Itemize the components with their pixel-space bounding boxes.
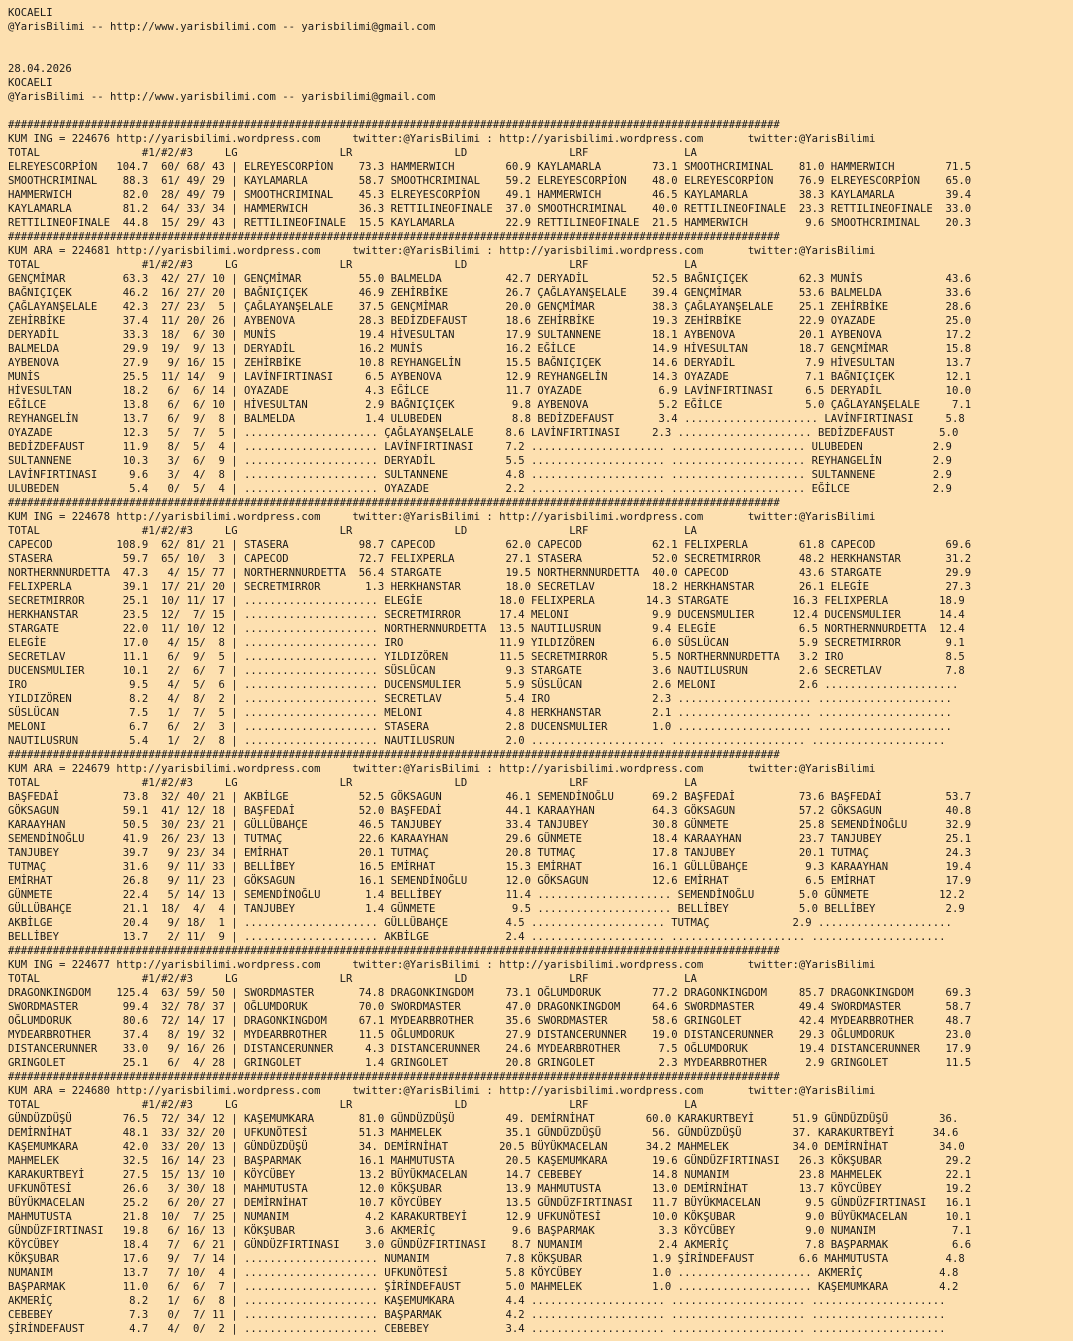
report-line: @YarisBilimi -- http://www.yarisbilimi.com -- yarisbilimi@gmail.com bbox=[8, 91, 436, 103]
table-row: HİVESULTAN 18.2 6/ 6/ 14 | OYAZADE 4.3 EĞİLCE 11.7 OYAZADE 6.9 LAVİNFIRTINASI 6.5 DERYADİL 10.0 bbox=[8, 385, 972, 397]
table-row: GÜNMETE 22.4 5/ 14/ 13 | SEMENDİNOĞLU 1.4 BELLİBEY 11.4 ..................... SEMENDİNOĞLU 5.0 GÜNMETE 12.2 bbox=[8, 889, 965, 901]
table-row: KARAKURTBEYİ 27.5 15/ 13/ 10 | KÖYCÜBEY 13.2 BÜYÜKMACELAN 14.7 CEBEBEY 14.8 NUMANIM 23.8 MAHMELEK 22.1 bbox=[8, 1169, 972, 1181]
table-row: SECRETMIRROR 25.1 10/ 11/ 17 | ..................... ELEGİE 18.0 FELIXPERLA 14.3 STARGATE 16.3 FELIXPERLA 18.9 bbox=[8, 595, 965, 607]
table-row: HERKHANSTAR 23.5 12/ 7/ 15 | ..................... SECRETMIRROR 17.4 MELONI 9.9 DUCENSMULIER 12.4 DUCENSMULIER 14.4 bbox=[8, 609, 965, 621]
table-row: STARGATE 22.0 11/ 10/ 12 | ..................... NORTHERNNURDETTA 13.5 NAUTILUSRUN 9.4 ELEGİE 6.5 NORTHERNNURDETTA 12.4 bbox=[8, 623, 965, 635]
table-row: SÜSLÜCAN 7.5 1/ 7/ 5 | ..................... MELONI 4.8 HERKHANSTAR 2.1 ..................... ..................... bbox=[8, 707, 952, 719]
table-row: NORTHERNNURDETTA 47.3 4/ 15/ 77 | NORTHERNNURDETTA 56.4 STARGATE 19.5 NORTHERNNURDETTA 40.0 CAPECOD 43.6 STARGATE 29.9 bbox=[8, 567, 972, 579]
table-row: NUMANIM 13.7 7/ 10/ 4 | ..................... UFKUNÖTESİ 5.8 KÖYCÜBEY 1.0 ..................... AKMERİÇ 4.8 bbox=[8, 1267, 959, 1279]
table-row: REYHANGELİN 13.7 6/ 9/ 8 | BALMELDA 1.4 ULUBEDEN 8.8 BEDİZDEFAUST 3.4 ..................... LAVİNFIRTINASI 5.8 bbox=[8, 413, 965, 425]
column-header: TOTAL #1/#2/#3 LG LR LD LRF LA bbox=[8, 259, 697, 271]
report-line: KOCAELI bbox=[8, 7, 53, 19]
table-row: SMOOTHCRIMINAL 88.3 61/ 49/ 29 | KAYLAMARLA 58.7 SMOOTHCRIMINAL 59.2 ELREYESCORPİON 48.0 ELREYESCORPİON 76.9 ELREYESCORPİON 65.0 bbox=[8, 175, 972, 187]
table-row: SWORDMASTER 99.4 32/ 78/ 37 | OĞLUMDORUK 70.0 SWORDMASTER 47.0 DRAGONKINGDOM 64.6 SWORDMASTER 49.4 SWORDMASTER 58.7 bbox=[8, 1001, 972, 1013]
table-row: KARAAYHAN 50.5 30/ 23/ 21 | GÜLLÜBAHÇE 46.5 TANJUBEY 33.4 TANJUBEY 30.8 GÜNMETE 25.8 SEMENDİNOĞLU 32.9 bbox=[8, 819, 972, 831]
race-header: KUM ING = 224677 http://yarisbilimi.wordpress.com twitter:@YarisBilimi : http://yarisbilimi.wordpress.com twitter:@YarisBilimi bbox=[8, 959, 876, 971]
table-row: SEMENDİNOĞLU 41.9 26/ 23/ 13 | TUTMAÇ 22.6 KARAAYHAN 29.6 GÜNMETE 18.4 KARAAYHAN 23.7 TANJUBEY 25.1 bbox=[8, 833, 972, 845]
table-row: IRO 9.5 4/ 5/ 6 | ..................... DUCENSMULIER 5.9 SÜSLÜCAN 2.6 MELONI 2.6 ..................... bbox=[8, 679, 959, 691]
table-row: TUTMAÇ 31.6 9/ 11/ 33 | BELLİBEY 16.5 EMİRHAT 15.3 EMİRHAT 16.1 GÜLLÜBAHÇE 9.3 KARAAYHAN 19.4 bbox=[8, 861, 972, 873]
table-row: ELEGİE 17.0 4/ 15/ 8 | ..................... IRO 11.9 YILDIZÖREN 6.0 SÜSLÜCAN 5.9 SECRETMIRROR 9.1 bbox=[8, 637, 965, 649]
table-row: CEBEBEY 7.3 0/ 7/ 11 | ..................... BAŞPARMAK 4.2 ..................... ..................... ..................... bbox=[8, 1309, 946, 1321]
table-row: ELREYESCORPİON 104.7 60/ 68/ 43 | ELREYESCORPİON 73.3 HAMMERWICH 60.9 KAYLAMARLA 73.1 SMOOTHCRIMINAL 81.0 HAMMERWICH 71.5 bbox=[8, 161, 972, 173]
table-row: GENÇMİMAR 63.3 42/ 27/ 10 | GENÇMİMAR 55.0 BALMELDA 42.7 DERYADİL 52.5 BAĞNIÇIÇEK 62.3 MUNİS 43.6 bbox=[8, 273, 972, 285]
table-row: DUCENSMULIER 10.1 2/ 6/ 7 | ..................... SÜSLÜCAN 9.3 STARGATE 3.6 NAUTILUSRUN 2.6 SECRETLAV 7.8 bbox=[8, 665, 965, 677]
section-divider: ######################################################################################################################### bbox=[8, 497, 780, 509]
table-row: LAVİNFIRTINASI 9.6 3/ 4/ 8 | ..................... SULTANNENE 4.8 ..................... ..................... SULTANNENE 2.9 bbox=[8, 469, 952, 481]
table-row: MAHMUTUSTA 21.8 10/ 7/ 25 | NUMANIM 4.2 KARAKURTBEYİ 12.9 UFKUNÖTESİ 10.0 KÖKŞUBAR 9.0 BÜYÜKMACELAN 10.1 bbox=[8, 1211, 972, 1223]
table-row: BAŞFEDAİ 73.8 32/ 40/ 21 | AKBİLGE 52.5 GÖKSAGUN 46.1 SEMENDİNOĞLU 69.2 BAŞFEDAİ 73.6 BAŞFEDAİ 53.7 bbox=[8, 791, 972, 803]
table-row: AKMERİÇ 8.2 1/ 6/ 8 | ..................... KAŞEMUMKARA 4.4 ..................... ..................... ..................... bbox=[8, 1295, 946, 1307]
table-row: STASERA 59.7 65/ 10/ 3 | CAPECOD 72.7 FELIXPERLA 27.1 STASERA 52.0 SECRETMIRROR 48.2 HERKHANSTAR 31.2 bbox=[8, 553, 972, 565]
race-header: KUM ING = 224676 http://yarisbilimi.wordpress.com twitter:@YarisBilimi : http://yarisbilimi.wordpress.com twitter:@YarisBilimi bbox=[8, 133, 876, 145]
table-row: OĞLUMDORUK 80.6 72/ 14/ 17 | DRAGONKINGDOM 67.1 MYDEARBROTHER 35.6 SWORDMASTER 58.6 GRINGOLET 42.4 MYDEARBROTHER 48.7 bbox=[8, 1015, 972, 1027]
table-row: MAHMELEK 32.5 16/ 14/ 23 | BAŞPARMAK 16.1 MAHMUTUSTA 20.5 KAŞEMUMKARA 19.6 GÜNDÜZFIRTINASI 26.3 KÖKŞUBAR 29.2 bbox=[8, 1155, 972, 1167]
section-divider: ######################################################################################################################### bbox=[8, 945, 780, 957]
table-row: MELONI 6.7 6/ 2/ 3 | ..................... STASERA 2.8 DUCENSMULIER 1.0 ..................... ..................... bbox=[8, 721, 952, 733]
race-header: KUM ARA = 224679 http://yarisbilimi.wordpress.com twitter:@YarisBilimi : http://yarisbilimi.wordpress.com twitter:@YarisBilimi bbox=[8, 763, 876, 775]
race-header: KUM ARA = 224681 http://yarisbilimi.wordpress.com twitter:@YarisBilimi : http://yarisbilimi.wordpress.com twitter:@YarisBilimi bbox=[8, 245, 876, 257]
table-row: GÜNDÜZFIRTINASI 19.8 6/ 16/ 13 | KÖKŞUBAR 3.6 AKMERİÇ 9.6 BAŞPARMAK 3.3 KÖYCÜBEY 9.0 NUMANIM 7.1 bbox=[8, 1225, 972, 1237]
section-divider: ######################################################################################################################### bbox=[8, 119, 780, 131]
table-row: RETTILINEOFINALE 44.8 15/ 29/ 43 | RETTILINEOFINALE 15.5 KAYLAMARLA 22.9 RETTILINEOFINALE 21.5 HAMMERWICH 9.6 SMOOTHCRIMINAL 20.3 bbox=[8, 217, 972, 229]
table-row: GÜLLÜBAHÇE 21.1 18/ 4/ 4 | TANJUBEY 1.4 GÜNMETE 9.5 ..................... BELLİBEY 5.0 BELLİBEY 2.9 bbox=[8, 903, 965, 915]
table-row: KAŞEMUMKARA 42.0 33/ 20/ 13 | GÜNDÜZDÜŞÜ 34. DEMİRNİHAT 20.5 BÜYÜKMACELAN 34.2 MAHMELEK 34.0 DEMİRNİHAT 34.0 bbox=[8, 1141, 965, 1153]
table-row: SULTANNENE 10.3 3/ 6/ 9 | ..................... DERYADİL 5.5 ..................... ..................... REYHANGELİN 2.9 bbox=[8, 455, 952, 467]
table-row: DRAGONKINGDOM 125.4 63/ 59/ 50 | SWORDMASTER 74.8 DRAGONKINGDOM 73.1 OĞLUMDORUK 77.2 DRAGONKINGDOM 85.7 DRAGONKINGDOM 69.3 bbox=[8, 987, 972, 999]
column-header: TOTAL #1/#2/#3 LG LR LD LRF LA bbox=[8, 777, 697, 789]
table-row: HAMMERWICH 82.0 28/ 49/ 79 | SMOOTHCRIMINAL 45.3 ELREYESCORPİON 49.1 HAMMERWICH 46.5 KAYLAMARLA 38.3 KAYLAMARLA 39.4 bbox=[8, 189, 972, 201]
column-header: TOTAL #1/#2/#3 LG LR LD LRF LA bbox=[8, 973, 697, 985]
section-divider: ######################################################################################################################### bbox=[8, 231, 780, 243]
report-line: @YarisBilimi -- http://www.yarisbilimi.com -- yarisbilimi@gmail.com bbox=[8, 21, 436, 33]
table-row: NAUTILUSRUN 5.4 1/ 2/ 8 | ..................... NAUTILUSRUN 2.0 ..................... ..................... ..................... bbox=[8, 735, 946, 747]
race-header: KUM ARA = 224680 http://yarisbilimi.wordpress.com twitter:@YarisBilimi : http://yarisbilimi.wordpress.com twitter:@YarisBilimi bbox=[8, 1085, 876, 1097]
table-row: SECRETLAV 11.1 6/ 9/ 5 | ..................... YILDIZÖREN 11.5 SECRETMIRROR 5.5 NORTHERNNURDETTA 3.2 IRO 8.5 bbox=[8, 651, 965, 663]
table-row: YILDIZÖREN 8.2 4/ 8/ 2 | ..................... SECRETLAV 5.4 IRO 2.3 ..................... ..................... bbox=[8, 693, 952, 705]
table-row: AYBENOVA 27.9 9/ 16/ 15 | ZEHİRBİKE 10.8 REYHANGELİN 15.5 BAĞNIÇIÇEK 14.6 DERYADİL 7.9 HİVESULTAN 13.7 bbox=[8, 357, 972, 369]
report-line bbox=[8, 104, 1073, 118]
race-header: KUM ING = 224678 http://yarisbilimi.wordpress.com twitter:@YarisBilimi : http://yarisbilimi.wordpress.com twitter:@YarisBilimi bbox=[8, 511, 876, 523]
table-row: KÖYCÜBEY 18.4 7/ 6/ 21 | GÜNDÜZFIRTINASI 3.0 GÜNDÜZFIRTINASI 8.7 NUMANIM 2.4 AKMERİÇ 7.8 BAŞPARMAK 6.6 bbox=[8, 1239, 972, 1251]
table-row: BELLİBEY 13.7 2/ 11/ 9 | ..................... AKBİLGE 2.4 ..................... ..................... ..................... bbox=[8, 931, 946, 943]
table-row: FELIXPERLA 39.1 17/ 21/ 20 | SECRETMIRROR 1.3 HERKHANSTAR 18.0 SECRETLAV 18.2 HERKHANSTAR 26.1 ELEGİE 27.3 bbox=[8, 581, 972, 593]
table-row: GRINGOLET 25.1 6/ 4/ 28 | GRINGOLET 1.4 GRINGOLET 20.8 GRINGOLET 2.3 MYDEARBROTHER 2.9 GRINGOLET 11.5 bbox=[8, 1057, 972, 1069]
table-row: ZEHİRBİKE 37.4 11/ 20/ 26 | AYBENOVA 28.3 BEDİZDEFAUST 18.6 ZEHİRBİKE 19.3 ZEHİRBİKE 22.9 OYAZADE 25.0 bbox=[8, 315, 972, 327]
table-row: BAŞPARMAK 11.0 6/ 6/ 7 | ..................... ŞİRİNDEFAUST 5.0 MAHMELEK 1.0 ..................... KAŞEMUMKARA 4.2 bbox=[8, 1281, 959, 1293]
table-row: ŞİRİNDEFAUST 4.7 4/ 0/ 2 | ..................... CEBEBEY 3.4 ..................... ..................... ..................... bbox=[8, 1323, 946, 1335]
report-line: KOCAELI bbox=[8, 77, 53, 89]
table-row: DEMİRNİHAT 48.1 33/ 32/ 20 | UFKUNÖTESİ 51.3 MAHMELEK 35.1 GÜNDÜZDÜŞÜ 56. GÜNDÜZDÜŞÜ 37. KARAKURTBEYİ 34.6 bbox=[8, 1127, 959, 1139]
table-row: BÜYÜKMACELAN 25.2 6/ 20/ 27 | DEMİRNİHAT 10.7 KÖYCÜBEY 13.5 GÜNDÜZFIRTINASI 11.7 BÜYÜKMACELAN 9.5 GÜNDÜZFIRTINASI 16.1 bbox=[8, 1197, 972, 1209]
report-line bbox=[8, 48, 1073, 62]
section-divider: ######################################################################################################################### bbox=[8, 1071, 780, 1083]
table-row: MUNİS 25.5 11/ 14/ 9 | LAVİNFIRTINASI 6.5 AYBENOVA 12.9 REYHANGELİN 14.3 OYAZADE 7.1 BAĞNIÇIÇEK 12.1 bbox=[8, 371, 972, 383]
table-row: BALMELDA 29.9 19/ 9/ 13 | DERYADİL 16.2 MUNİS 16.2 EĞİLCE 14.9 HİVESULTAN 18.7 GENÇMİMAR 15.8 bbox=[8, 343, 972, 355]
section-divider: ######################################################################################################################### bbox=[8, 749, 780, 761]
table-row: MYDEARBROTHER 37.4 8/ 19/ 32 | MYDEARBROTHER 11.5 OĞLUMDORUK 27.9 DISTANCERUNNER 19.0 DISTANCERUNNER 29.3 OĞLUMDORUK 23.0 bbox=[8, 1029, 972, 1041]
table-row: GÜNDÜZDÜŞÜ 76.5 72/ 34/ 12 | KAŞEMUMKARA 81.0 GÜNDÜZDÜŞÜ 49. DEMİRNİHAT 60.0 KARAKURTBEYİ 51.9 GÜNDÜZDÜŞÜ 36. bbox=[8, 1113, 959, 1125]
table-row: KAYLAMARLA 81.2 64/ 33/ 34 | HAMMERWICH 36.3 RETTILINEOFINALE 37.0 SMOOTHCRIMINAL 40.0 RETTILINEOFINALE 23.3 RETTILINEOFINALE 33.0 bbox=[8, 203, 972, 215]
table-row: KÖKŞUBAR 17.6 9/ 7/ 14 | ..................... NUMANIM 7.8 KÖKŞUBAR 1.9 ŞİRİNDEFAUST 6.6 MAHMUTUSTA 4.8 bbox=[8, 1253, 965, 1265]
table-row: EĞİLCE 13.8 6/ 6/ 10 | HİVESULTAN 2.9 BAĞNIÇIÇEK 9.8 AYBENOVA 5.2 EĞİLCE 5.0 ÇAĞLAYANŞELALE 7.1 bbox=[8, 399, 972, 411]
table-row: BAĞNIÇIÇEK 46.2 16/ 27/ 20 | BAĞNIÇIÇEK 46.9 ZEHİRBİKE 26.7 ÇAĞLAYANŞELALE 39.4 GENÇMİMAR 53.6 BALMELDA 33.6 bbox=[8, 287, 972, 299]
table-row: DERYADİL 33.3 18/ 6/ 30 | MUNİS 19.4 HİVESULTAN 17.9 SULTANNENE 18.1 AYBENOVA 20.1 AYBENOVA 17.2 bbox=[8, 329, 972, 341]
table-row: DISTANCERUNNER 33.0 9/ 16/ 26 | DISTANCERUNNER 4.3 DISTANCERUNNER 24.6 MYDEARBROTHER 7.5 OĞLUMDORUK 19.4 DISTANCERUNNER 17.9 bbox=[8, 1043, 972, 1055]
column-header: TOTAL #1/#2/#3 LG LR LD LRF LA bbox=[8, 1099, 697, 1111]
table-row: EMİRHAT 26.8 9/ 11/ 23 | GÖKSAGUN 16.1 SEMENDİNOĞLU 12.0 GÖKSAGUN 12.6 EMİRHAT 6.5 EMİRHAT 17.9 bbox=[8, 875, 972, 887]
table-row: OYAZADE 12.3 5/ 7/ 5 | ..................... ÇAĞLAYANŞELALE 8.6 LAVİNFIRTINASI 2.3 ..................... BEDİZDEFAUST 5.0 bbox=[8, 427, 959, 439]
table-row: CAPECOD 108.9 62/ 81/ 21 | STASERA 98.7 CAPECOD 62.0 CAPECOD 62.1 FELIXPERLA 61.8 CAPECOD 69.6 bbox=[8, 539, 972, 551]
column-header: TOTAL #1/#2/#3 LG LR LD LRF LA bbox=[8, 147, 697, 159]
table-row: BEDİZDEFAUST 11.9 8/ 5/ 4 | ..................... LAVİNFIRTINASI 7.2 ..................... ..................... ULUBEDEN 2.9 bbox=[8, 441, 952, 453]
table-row: AKBİLGE 20.4 9/ 18/ 1 | ..................... GÜLLÜBAHÇE 4.5 ..................... TUTMAÇ 2.9 ..................... bbox=[8, 917, 952, 929]
report-line bbox=[8, 34, 1073, 48]
report-line: 28.04.2026 bbox=[8, 63, 72, 75]
table-row: TANJUBEY 39.7 9/ 23/ 34 | EMİRHAT 20.1 TUTMAÇ 20.8 TUTMAÇ 17.8 TANJUBEY 20.1 TUTMAÇ 24.3 bbox=[8, 847, 972, 859]
table-row: ÇAĞLAYANŞELALE 42.3 27/ 23/ 5 | ÇAĞLAYANŞELALE 37.5 GENÇMİMAR 20.0 GENÇMİMAR 38.3 ÇAĞLAYANŞELALE 25.1 ZEHİRBİKE 28.6 bbox=[8, 301, 972, 313]
column-header: TOTAL #1/#2/#3 LG LR LD LRF LA bbox=[8, 525, 697, 537]
table-row: GÖKSAGUN 59.1 41/ 12/ 18 | BAŞFEDAİ 52.0 BAŞFEDAİ 44.1 KARAAYHAN 64.3 GÖKSAGUN 57.2 GÖKSAGUN 40.8 bbox=[8, 805, 972, 817]
table-row: UFKUNÖTESİ 26.6 3/ 30/ 18 | MAHMUTUSTA 12.0 KÖKŞUBAR 13.9 MAHMUTUSTA 13.0 DEMİRNİHAT 13.7 KÖYCÜBEY 19.2 bbox=[8, 1183, 972, 1195]
table-row: ULUBEDEN 5.4 0/ 5/ 4 | ..................... OYAZADE 2.2 ..................... ..................... EĞİLCE 2.9 bbox=[8, 483, 952, 495]
